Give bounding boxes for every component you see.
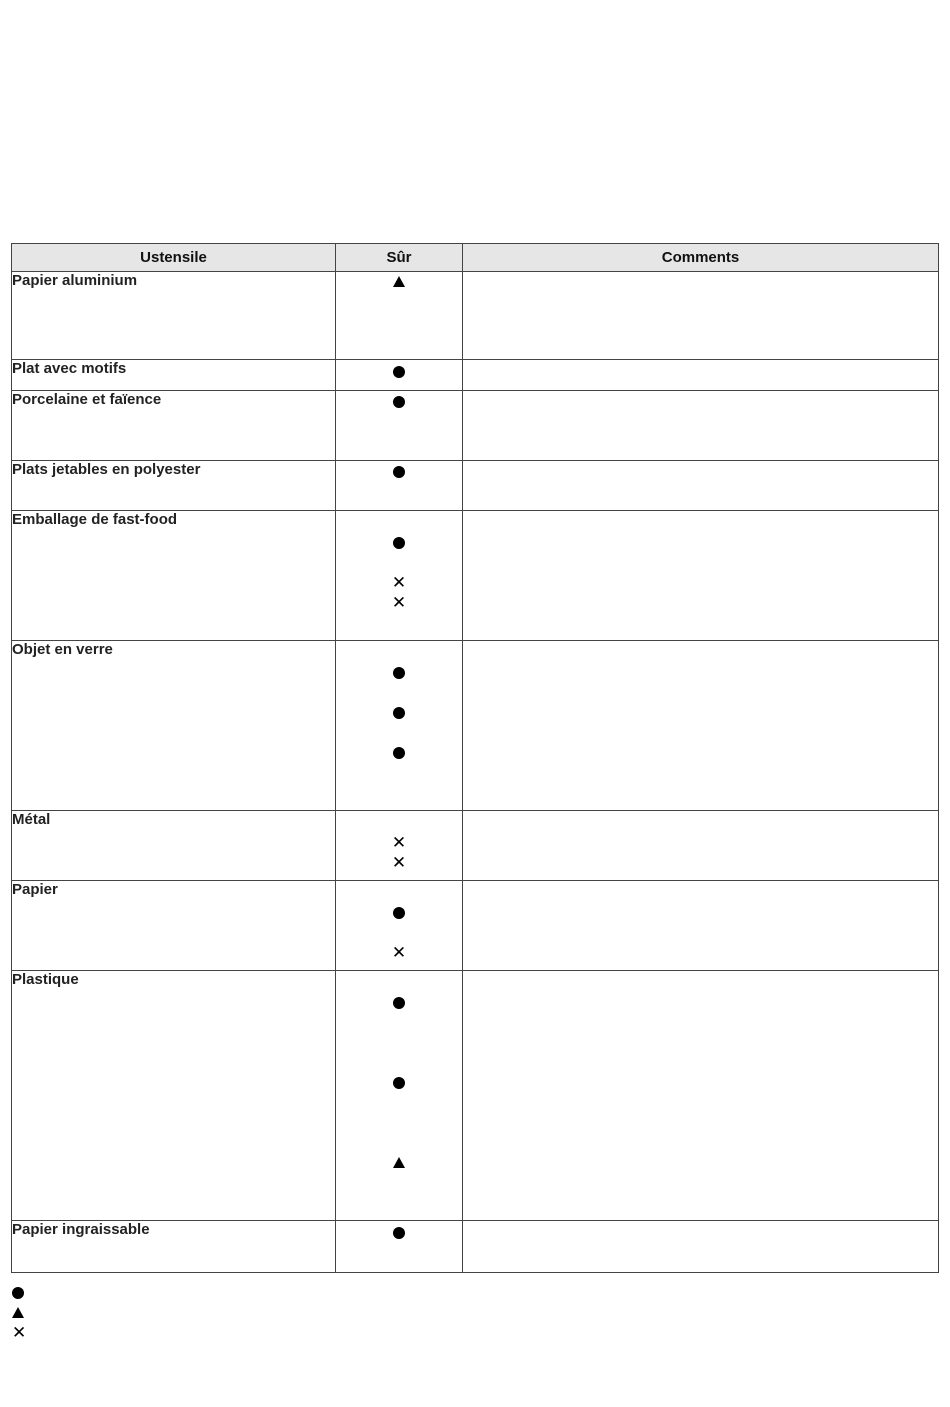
table-row <box>12 511 939 641</box>
circle-icon <box>336 1226 462 1240</box>
row-name: Papier ingraissable <box>12 1221 336 1273</box>
row-name: Plat avec motifs <box>12 360 336 391</box>
table-row <box>12 272 939 360</box>
row-safe <box>336 971 463 1221</box>
row-comment <box>463 641 939 811</box>
circle-icon <box>336 1076 462 1090</box>
circle-icon <box>336 906 462 920</box>
row-comment <box>463 811 939 881</box>
cross-icon: ✕ <box>391 593 407 612</box>
circle-icon <box>336 746 462 760</box>
utensils-table <box>11 243 939 1273</box>
header-safe: Sûr <box>336 244 463 272</box>
table-row <box>12 461 939 511</box>
table-header-row <box>12 244 939 272</box>
table-row <box>12 641 939 811</box>
row-safe <box>336 511 463 641</box>
row-comment <box>463 881 939 971</box>
table-row <box>12 971 939 1221</box>
cross-icon: ✕ <box>391 943 407 962</box>
row-name: Plastique <box>12 971 336 1221</box>
triangle-icon <box>336 1156 462 1170</box>
row-comment <box>463 511 939 641</box>
table-row <box>12 391 939 461</box>
row-safe <box>336 461 463 511</box>
row-comment <box>463 461 939 511</box>
row-comment <box>463 360 939 391</box>
cross-icon: ✕ <box>12 1323 27 1342</box>
row-safe <box>336 391 463 461</box>
row-comment <box>463 391 939 461</box>
circle-icon <box>336 365 462 379</box>
legend <box>12 1286 32 1346</box>
row-safe <box>336 811 463 881</box>
table-row <box>12 360 939 391</box>
circle-icon <box>336 465 462 479</box>
row-safe <box>336 641 463 811</box>
table-row <box>12 881 939 971</box>
triangle-icon <box>336 275 462 289</box>
circle-icon <box>336 666 462 680</box>
row-name: Papier aluminium <box>12 272 336 360</box>
row-name: Papier <box>12 881 336 971</box>
cross-icon: ✕ <box>391 573 407 592</box>
row-comment <box>463 971 939 1221</box>
table-row <box>12 1221 939 1273</box>
row-safe <box>336 881 463 971</box>
row-name: Métal <box>12 811 336 881</box>
row-name: Objet en verre <box>12 641 336 811</box>
circle-icon <box>12 1286 32 1306</box>
row-safe <box>336 1221 463 1273</box>
header-comments: Comments <box>463 244 939 272</box>
row-comment <box>463 272 939 360</box>
cross-icon: ✕ <box>391 833 407 852</box>
circle-icon <box>336 996 462 1010</box>
circle-icon <box>336 395 462 409</box>
circle-icon <box>336 706 462 720</box>
row-name: Emballage de fast-food <box>12 511 336 641</box>
table-row <box>12 811 939 881</box>
circle-icon <box>336 536 462 550</box>
row-safe <box>336 360 463 391</box>
row-name: Plats jetables en polyester <box>12 461 336 511</box>
row-safe <box>336 272 463 360</box>
row-comment <box>463 1221 939 1273</box>
header-utensil: Ustensile <box>12 244 336 272</box>
row-name: Porcelaine et faïence <box>12 391 336 461</box>
cross-icon: ✕ <box>391 853 407 872</box>
